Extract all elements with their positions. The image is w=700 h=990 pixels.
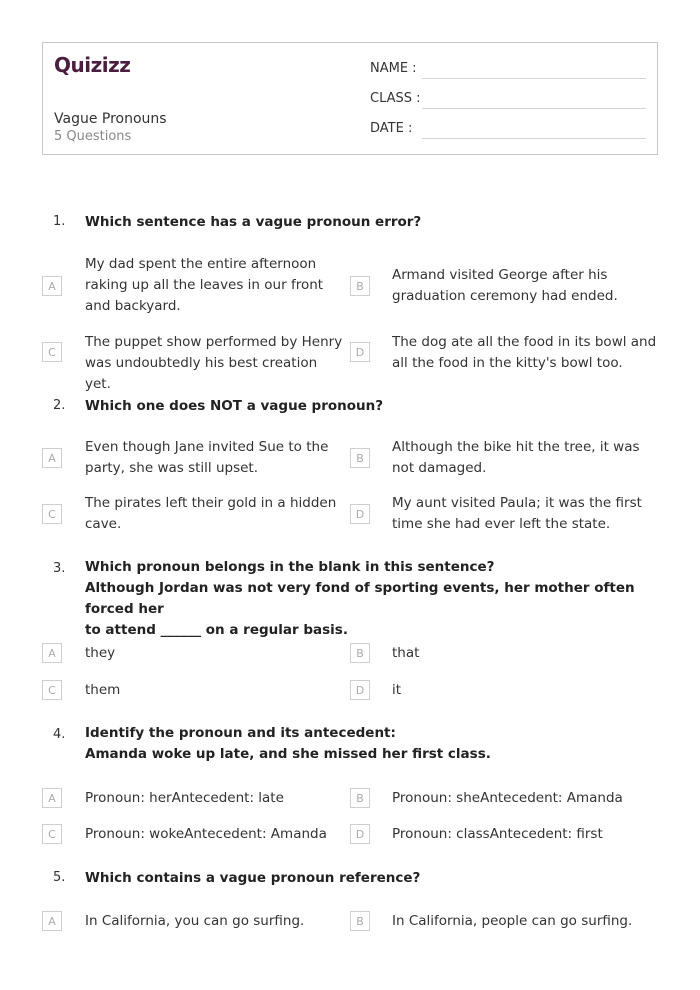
question-number: 1. — [53, 214, 66, 229]
option-text: Pronoun: herAntecedent: late — [85, 790, 284, 806]
question-number: 2. — [53, 398, 66, 413]
date-line[interactable] — [422, 138, 646, 139]
option-text: The dog ate all the food in its bowl and all the food in the kitty's bowl too. — [392, 334, 657, 371]
quizizz-logo: Quizizz — [54, 53, 131, 77]
option-letter[interactable]: D — [350, 824, 370, 844]
option-text: it — [392, 682, 402, 698]
option-letter[interactable]: A — [42, 788, 62, 808]
question-number: 3. — [53, 561, 66, 576]
question-text — [85, 557, 665, 641]
question-line: Which pronoun belongs in the blank in this sentence? — [85, 559, 495, 575]
option-letter[interactable]: B — [350, 643, 370, 663]
class-label: CLASS : — [370, 91, 421, 106]
option-text: Pronoun: classAntecedent: first — [392, 826, 603, 842]
option-text: Armand visited George after his graduation ceremony had ended. — [392, 267, 618, 304]
option-letter[interactable]: D — [350, 342, 370, 362]
option-letter[interactable]: A — [42, 448, 62, 468]
option-text: My aunt visited Paula; it was the first time she had ever left the state. — [392, 495, 642, 532]
option-letter[interactable]: B — [350, 911, 370, 931]
name-label: NAME : — [370, 61, 417, 76]
option-letter[interactable]: D — [350, 680, 370, 700]
option-text: In California, you can go surfing. — [85, 913, 305, 929]
option-letter[interactable]: C — [42, 824, 62, 844]
option-letter[interactable]: B — [350, 788, 370, 808]
name-line[interactable] — [422, 78, 646, 79]
question-number: 4. — [53, 727, 66, 742]
question-number: 5. — [53, 870, 66, 885]
class-line[interactable] — [422, 108, 646, 109]
option-text: My dad spent the entire afternoon raking up all the leaves in our front and backyard. — [85, 256, 324, 314]
option-text: The puppet show performed by Henry was undoubtedly his best creation yet. — [85, 334, 343, 392]
question-text: Which contains a vague pronoun reference? — [85, 870, 421, 886]
question-line: to attend ______ on a regular basis. — [85, 622, 348, 638]
option-text: Even though Jane invited Sue to the party, she was still upset. — [85, 439, 329, 476]
option-letter[interactable]: C — [42, 504, 62, 524]
option-text: that — [392, 645, 420, 661]
option-letter[interactable]: C — [42, 680, 62, 700]
option-text: them — [85, 682, 121, 698]
question-count: 5 Questions — [54, 129, 132, 144]
question-line: Although Jordan was not very fond of sporting events, her mother often forced her — [85, 580, 635, 617]
question-text: Which sentence has a vague pronoun error? — [85, 214, 422, 230]
worksheet-title: Vague Pronouns — [54, 111, 167, 127]
option-letter[interactable]: A — [42, 911, 62, 931]
option-letter[interactable]: B — [350, 276, 370, 296]
option-text: Pronoun: sheAntecedent: Amanda — [392, 790, 623, 806]
date-label: DATE : — [370, 121, 413, 136]
option-letter[interactable]: B — [350, 448, 370, 468]
question-text — [85, 723, 665, 765]
option-letter[interactable]: D — [350, 504, 370, 524]
question-line: Identify the pronoun and its antecedent: — [85, 725, 396, 741]
option-letter[interactable]: A — [42, 643, 62, 663]
option-letter[interactable]: C — [42, 342, 62, 362]
option-text: The pirates left their gold in a hidden cave. — [85, 495, 337, 532]
option-text: they — [85, 645, 116, 661]
question-line: Amanda woke up late, and she missed her first class. — [85, 746, 491, 762]
option-letter[interactable]: A — [42, 276, 62, 296]
option-text: Pronoun: wokeAntecedent: Amanda — [85, 826, 327, 842]
question-text: Which one does NOT a vague pronoun? — [85, 398, 384, 414]
option-text: In California, people can go surfing. — [392, 913, 633, 929]
option-text: Although the bike hit the tree, it was not damaged. — [392, 439, 640, 476]
